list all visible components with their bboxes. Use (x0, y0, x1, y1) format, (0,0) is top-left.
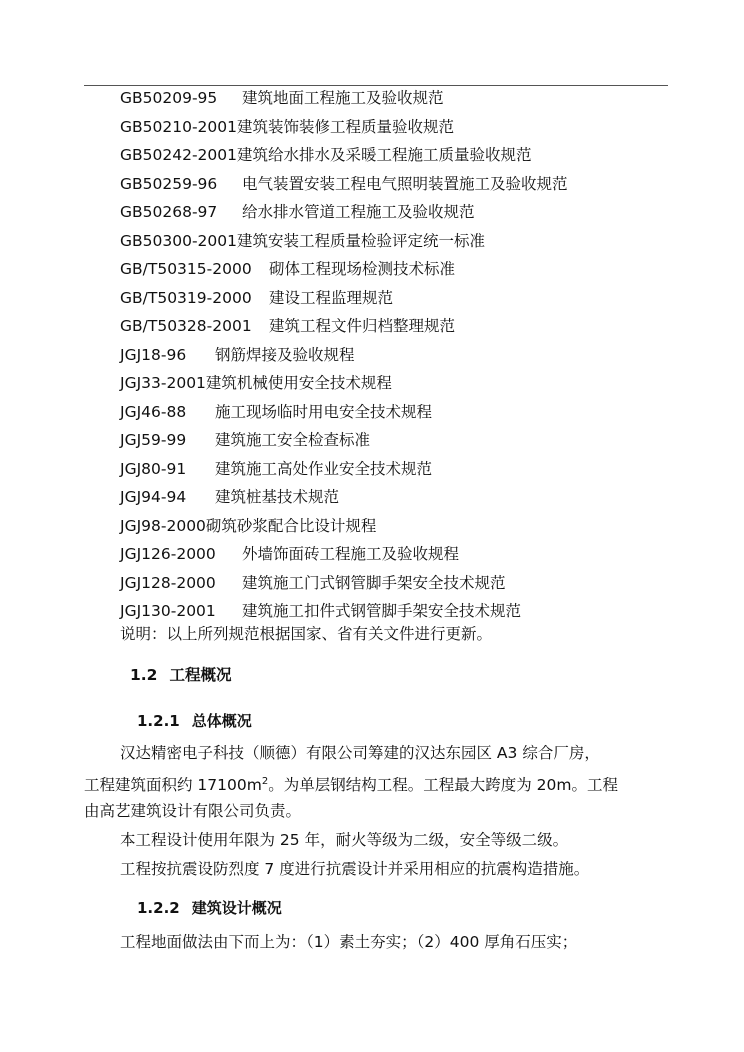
standard-code: JGJ18-96 (120, 346, 187, 364)
standard-title: 建筑给水排水及采暖工程施工质量验收规范 (237, 146, 532, 164)
standard-title: 施工现场临时用电安全技术规程 (215, 403, 433, 421)
standard-code: GB50242-2001 (120, 146, 237, 164)
standard-code: JGJ33-2001 (120, 374, 206, 392)
standard-item (120, 516, 376, 536)
section-number: 1.2.1 (137, 712, 180, 730)
section-heading-1-2-1 (137, 710, 252, 731)
standard-title: 建筑施工高处作业安全技术规范 (215, 460, 433, 478)
standard-item (120, 345, 355, 365)
paragraph-line: 本工程设计使用年限为 25 年，耐火等级为二级，安全等级二级。 (120, 831, 569, 849)
standard-code: JGJ98-2000 (120, 517, 206, 535)
standard-title: 建筑施工扣件式钢管脚手架安全技术规范 (242, 602, 522, 620)
standard-code: GB50259-96 (120, 175, 218, 193)
standard-code: JGJ130-2001 (120, 602, 216, 620)
section-heading-1-2-2 (137, 897, 282, 918)
paragraph-line: 工程按抗震设防烈度 7 度进行抗震设计并采用相应的抗震构造措施。 (120, 860, 590, 878)
standard-code: JGJ80-91 (120, 460, 187, 478)
standard-code: GB50210-2001 (120, 118, 237, 136)
standard-code: GB/T50319-2000 (120, 289, 252, 307)
standard-title: 砌体工程现场检测技术标准 (269, 260, 456, 278)
standard-title: 建筑施工门式钢管脚手架安全技术规范 (242, 574, 506, 592)
standard-item (120, 202, 475, 222)
standard-title: 钢筋焊接及验收规程 (215, 346, 355, 364)
paragraph-line: 工程地面做法由下而上为：（1）素土夯实；（2）400 厚角石压实； (120, 933, 578, 951)
standard-item (120, 402, 433, 422)
standard-code: JGJ126-2000 (120, 545, 216, 563)
standard-title: 建筑装饰装修工程质量验收规范 (237, 118, 455, 136)
standard-code: GB50268-97 (120, 203, 218, 221)
standard-item (120, 145, 532, 165)
section-title: 工程概况 (169, 666, 232, 684)
standard-item (120, 573, 506, 593)
standard-title: 外墙饰面砖工程施工及验收规程 (242, 545, 460, 563)
section-title: 建筑设计概况 (191, 899, 282, 917)
standard-code: JGJ59-99 (120, 431, 187, 449)
standard-title: 建设工程监理规范 (269, 289, 394, 307)
standard-title: 建筑桩基技术规范 (215, 488, 340, 506)
standard-item (120, 288, 394, 308)
standard-code: JGJ94-94 (120, 488, 187, 506)
standard-code: JGJ46-88 (120, 403, 187, 421)
section-number: 1.2 (130, 666, 158, 684)
text-fragment: 工程建筑面积约 17100m (84, 776, 262, 795)
paragraph-line (84, 772, 618, 795)
standard-title: 电气装置安装工程电气照明装置施工及验收规范 (242, 175, 568, 193)
section-number: 1.2.2 (137, 899, 180, 917)
standard-item (120, 117, 454, 137)
standard-item (120, 231, 485, 251)
header-rule (84, 85, 668, 86)
standard-item (120, 430, 371, 450)
standard-item (120, 316, 456, 336)
standard-title: 建筑工程文件归档整理规范 (269, 317, 456, 335)
standard-title: 砌筑砂浆配合比设计规程 (205, 517, 377, 535)
paragraph-line: 由高艺建筑设计有限公司负责。 (84, 802, 302, 820)
standard-code: GB/T50328-2001 (120, 317, 252, 335)
standard-code: JGJ128-2000 (120, 574, 216, 592)
standard-item (120, 174, 568, 194)
standard-code: GB/T50315-2000 (120, 260, 252, 278)
standard-title: 建筑机械使用安全技术规程 (205, 374, 392, 392)
standard-item (120, 601, 522, 621)
paragraph-line: 汉达精密电子科技（顺德）有限公司筹建的汉达东园区 A3 综合厂房， (120, 744, 600, 762)
standard-item (120, 459, 433, 479)
standard-title: 建筑安装工程质量检验评定统一标准 (237, 232, 486, 250)
standard-title: 建筑地面工程施工及验收规范 (242, 89, 444, 107)
text-fragment: 。为单层钢结构工程。工程最大跨度为 20m。工程 (268, 776, 618, 795)
section-title: 总体概况 (191, 712, 252, 730)
section-heading-1-2 (130, 663, 231, 685)
standard-code: GB50209-95 (120, 89, 218, 107)
standard-title: 给水排水管道工程施工及验收规范 (242, 203, 475, 221)
standard-code: GB50300-2001 (120, 232, 237, 250)
standard-item (120, 373, 392, 393)
standard-item (120, 88, 444, 108)
standards-note: 说明：以上所列规范根据国家、省有关文件进行更新。 (120, 625, 493, 643)
standard-title: 建筑施工安全检查标准 (215, 431, 371, 449)
superscript: 2 (261, 776, 269, 787)
standard-item (120, 259, 456, 279)
standard-item (120, 544, 460, 564)
standard-item (120, 487, 340, 507)
